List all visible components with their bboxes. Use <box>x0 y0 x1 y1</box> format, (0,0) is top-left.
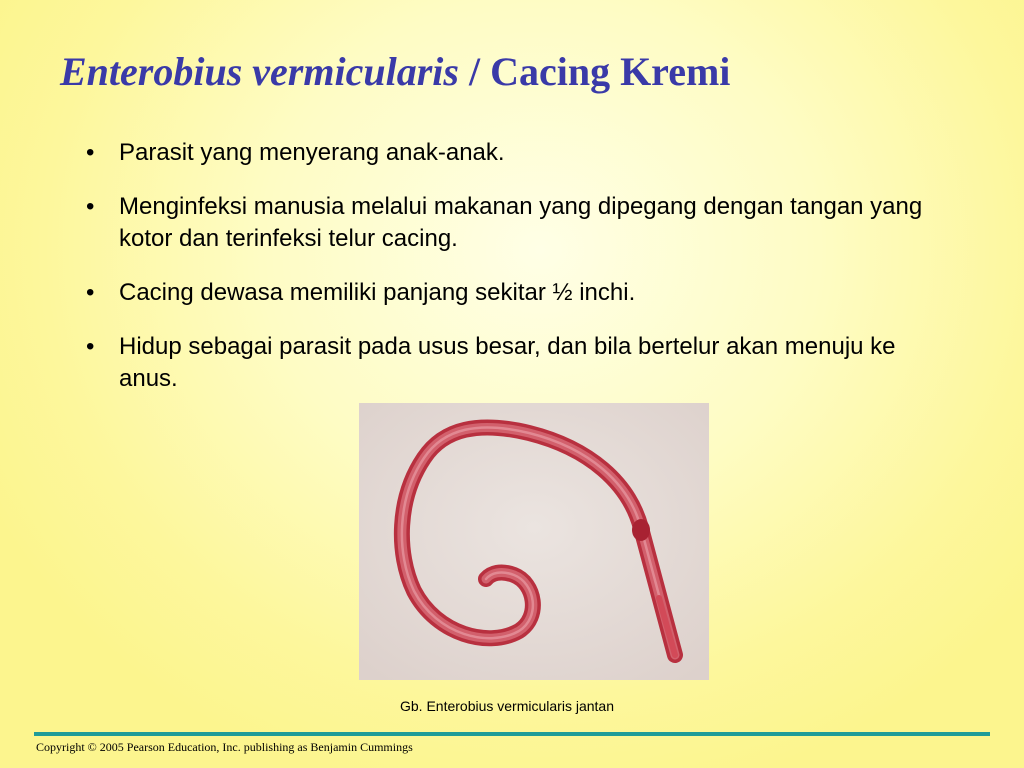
title-common-name: / Cacing Kremi <box>458 49 731 94</box>
bullet-text: Hidup sebagai parasit pada usus besar, dan bila bertelur akan menuju ke anus. <box>119 333 896 392</box>
bullet-dot: • <box>86 139 95 166</box>
bullet-item <box>86 331 926 395</box>
bullet-dot: • <box>86 279 95 306</box>
bullet-text: Parasit yang menyerang anak-anak. <box>119 139 505 166</box>
title-species-name: Enterobius vermicularis <box>60 49 459 94</box>
photo-background <box>359 403 709 680</box>
bullet-item <box>86 277 926 309</box>
bullet-text: Cacing dewasa memiliki panjang sekitar ½ inchi. <box>119 279 636 306</box>
bullet-list <box>86 137 926 417</box>
figure-caption: Gb. Enterobius vermicularis jantan <box>400 698 614 714</box>
bullet-item <box>86 137 926 169</box>
footer-divider <box>34 732 990 736</box>
bullet-dot: • <box>86 193 95 220</box>
worm-illustration <box>359 403 709 680</box>
bullet-text: Menginfeksi manusia melalui makanan yang dipegang dengan tangan yang kotor dan terinfeksi telur cacing. <box>119 193 923 252</box>
worm-photo <box>359 403 709 680</box>
slide-title <box>60 46 730 98</box>
bullet-item <box>86 191 926 255</box>
copyright-text: Copyright © 2005 Pearson Education, Inc. publishing as Benjamin Cummings <box>36 740 413 754</box>
bullet-dot: • <box>86 333 95 360</box>
